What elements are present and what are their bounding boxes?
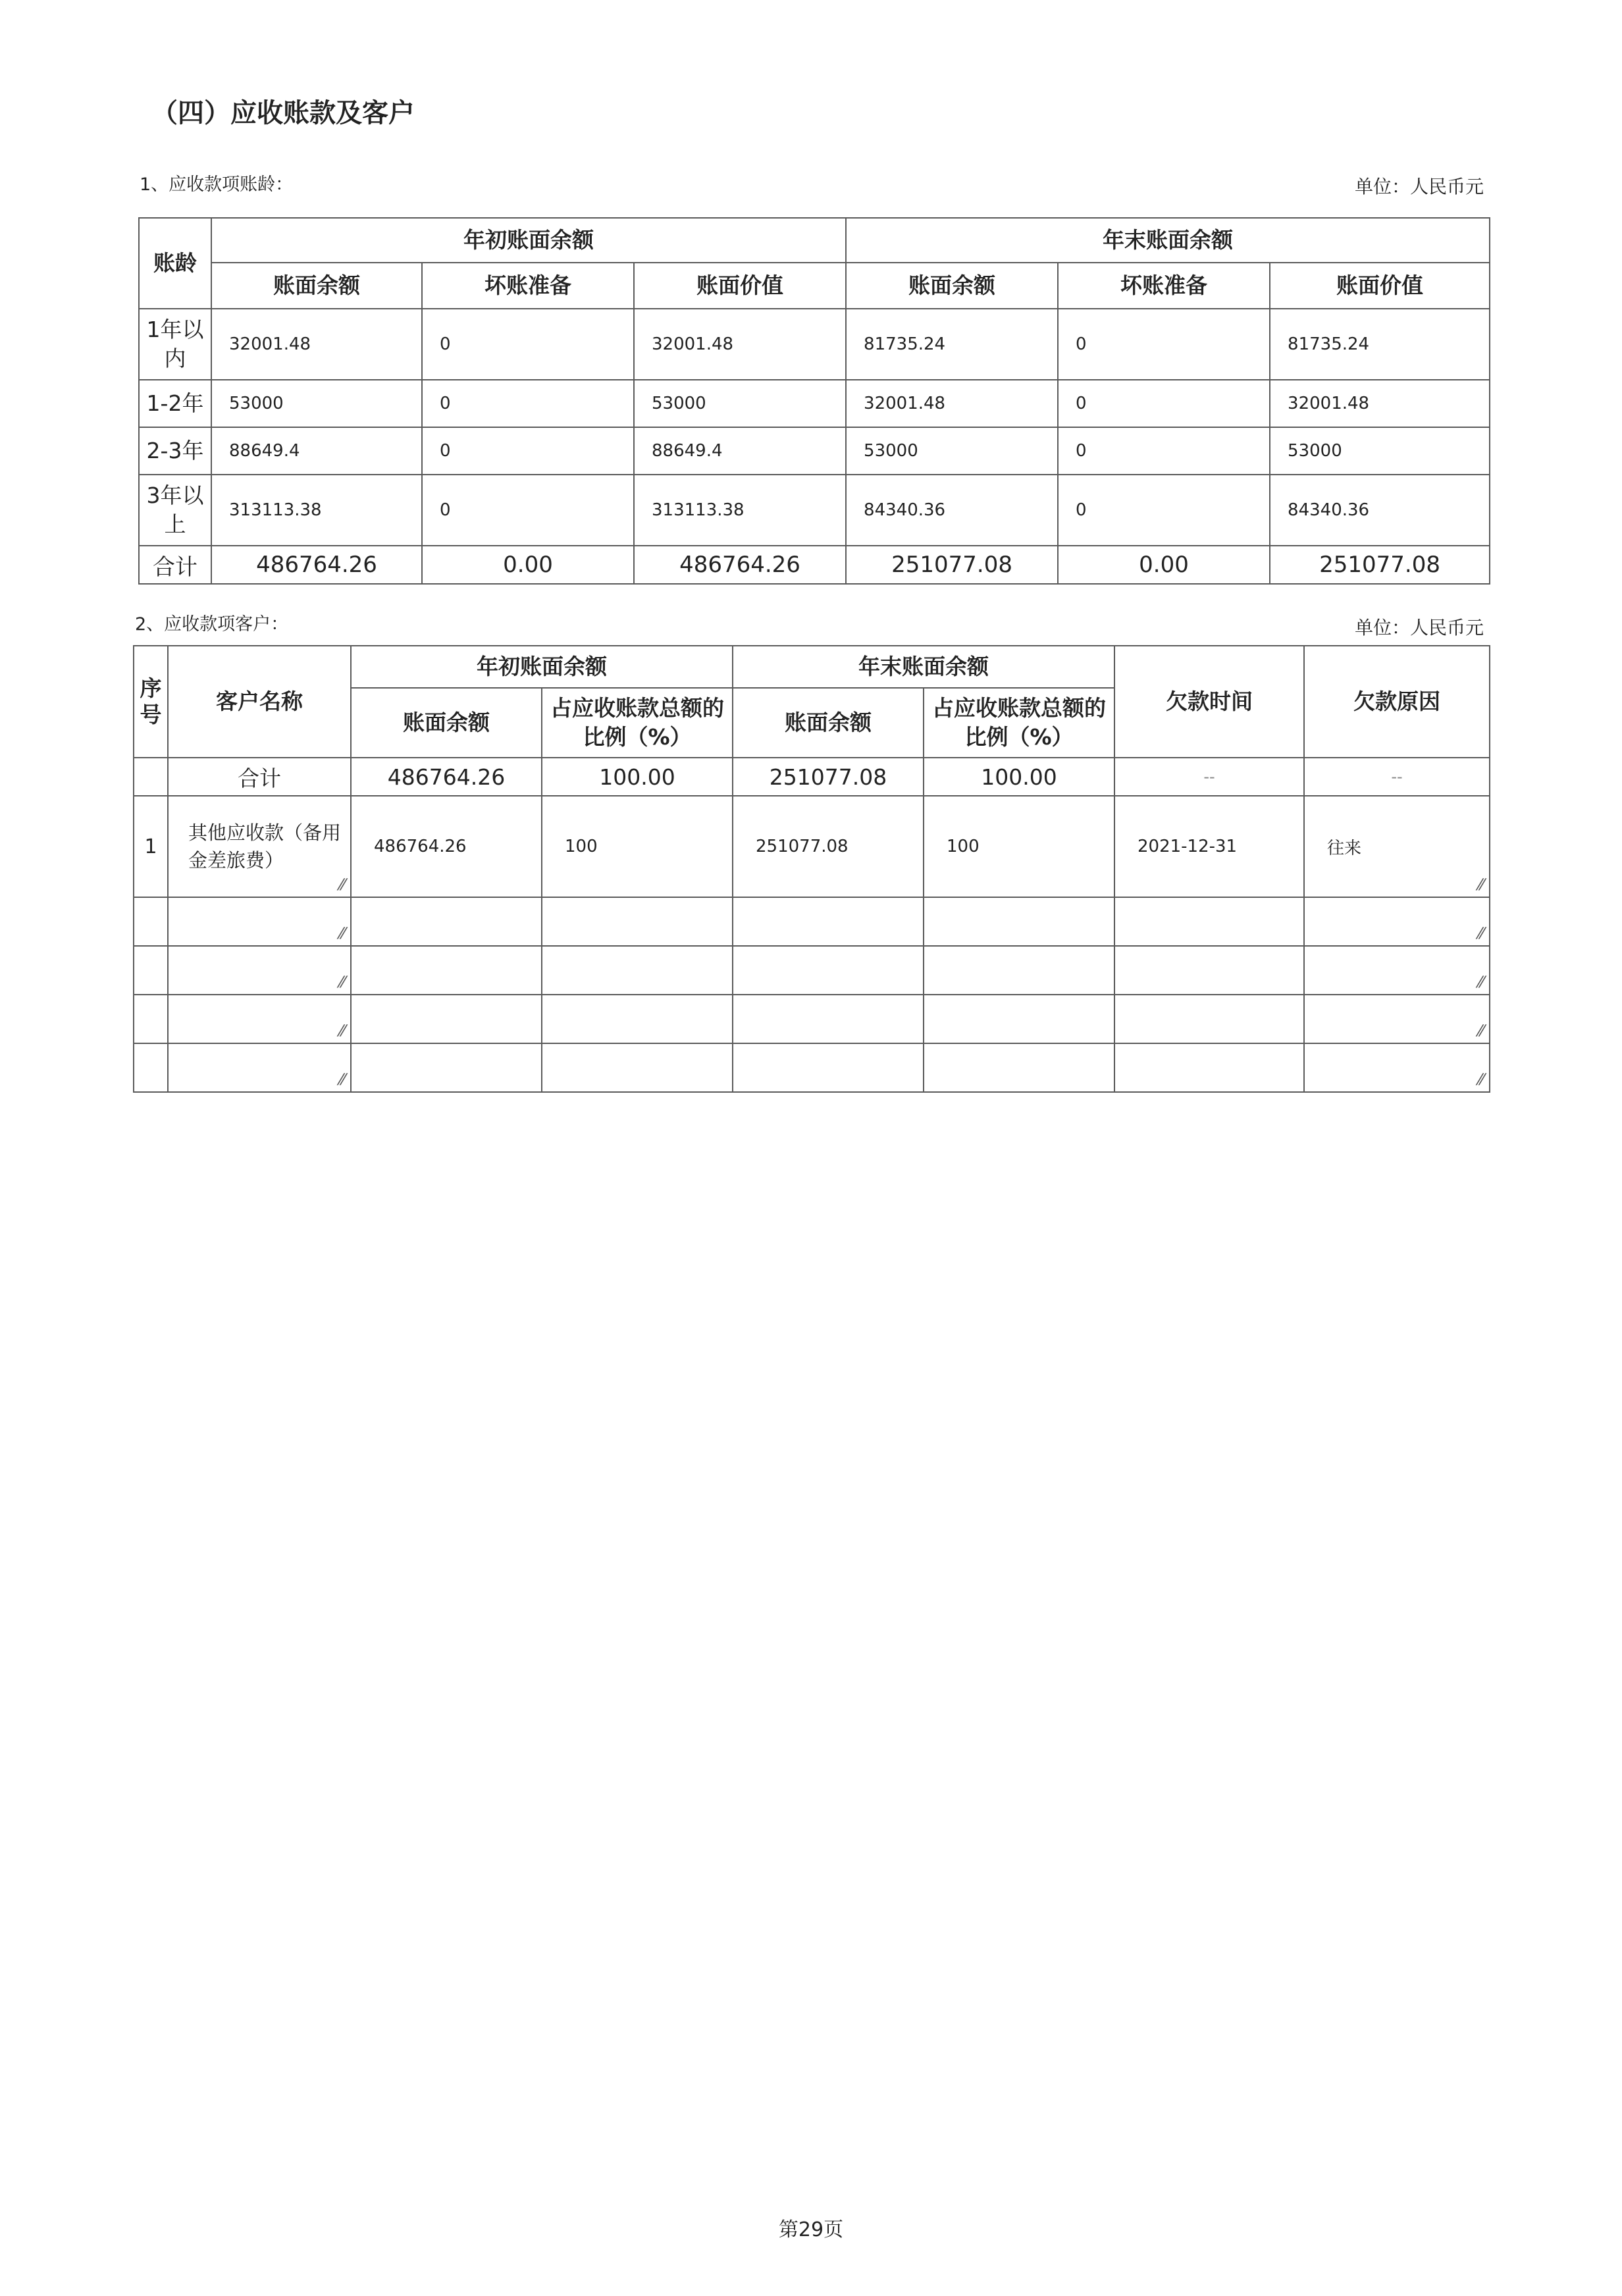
empty-cell [351, 897, 542, 946]
aging-label: 2-3年 [139, 427, 211, 475]
table-cell: 0 [1058, 380, 1270, 427]
table-cell: 53000 [634, 380, 846, 427]
balance-header: 账面余额 [351, 688, 542, 758]
col-header: 账面余额 [846, 263, 1058, 309]
resize-handle-icon[interactable]: ⁄⁄ [339, 1070, 345, 1089]
ratio-header: 占应收账款总额的比例（%） [924, 688, 1114, 758]
col-header: 账面价值 [634, 263, 846, 309]
empty-cell [924, 1043, 1114, 1092]
table-cell: 88649.4 [211, 427, 422, 475]
owed-time-header: 欠款时间 [1114, 646, 1304, 758]
customers-subtitle: 2、应收款项客户： [135, 614, 289, 635]
table-cell: 313113.38 [634, 475, 846, 546]
table-cell: 100.00 [924, 758, 1114, 796]
balance-header: 账面余额 [733, 688, 924, 758]
aging-label: 3年以上 [139, 475, 211, 546]
resize-handle-icon[interactable]: ⁄⁄ [339, 875, 345, 894]
table-cell: 53000 [211, 380, 422, 427]
reason-cell[interactable] [1304, 897, 1490, 946]
table-cell: 84340.36 [1270, 475, 1490, 546]
total-label: 合计 [139, 546, 211, 584]
begin-group-header: 年初账面余额 [211, 218, 846, 263]
aging-unit: 单位：人民币元 [1354, 176, 1484, 197]
table-row [134, 897, 1490, 946]
table-row [134, 796, 1490, 897]
table-cell: 100 [924, 796, 1114, 897]
name-cell[interactable] [168, 995, 351, 1043]
aging-subtitle: 1、应收款项账龄： [140, 174, 294, 195]
total-label: 合计 [168, 758, 351, 796]
table-cell: 32001.48 [1270, 380, 1490, 427]
table-cell: 0 [422, 475, 634, 546]
reason-cell[interactable] [1304, 1043, 1490, 1092]
empty-cell [134, 995, 168, 1043]
table-cell: 251077.08 [1270, 546, 1490, 584]
table-cell: 53000 [846, 427, 1058, 475]
table-row [134, 946, 1490, 995]
table-cell: 84340.36 [846, 475, 1058, 546]
table-cell: 88649.4 [634, 427, 846, 475]
name-cell[interactable] [168, 897, 351, 946]
reason-cell[interactable] [1304, 995, 1490, 1043]
resize-handle-icon[interactable]: ⁄⁄ [339, 973, 345, 991]
empty-cell [733, 946, 924, 995]
table-cell: 81735.24 [1270, 309, 1490, 380]
reason-cell[interactable] [1304, 946, 1490, 995]
table-cell: 486764.26 [351, 796, 542, 897]
col-header: 坏账准备 [1058, 263, 1270, 309]
table-cell: -- [1114, 758, 1304, 796]
table-cell: 0 [1058, 475, 1270, 546]
table-cell: 32001.48 [211, 309, 422, 380]
table-cell: 313113.38 [211, 475, 422, 546]
table-cell: 0.00 [422, 546, 634, 584]
col-header: 账面余额 [211, 263, 422, 309]
customers-unit: 单位：人民币元 [1354, 617, 1484, 639]
table-cell: 0 [422, 380, 634, 427]
table-row [139, 475, 1490, 546]
empty-cell [134, 946, 168, 995]
resize-handle-icon[interactable]: ⁄⁄ [1478, 875, 1484, 894]
empty-cell [542, 995, 733, 1043]
resize-handle-icon[interactable]: ⁄⁄ [339, 924, 345, 943]
empty-cell [733, 995, 924, 1043]
empty-cell [134, 897, 168, 946]
empty-cell [351, 946, 542, 995]
empty-cell [924, 995, 1114, 1043]
table-cell: 2021-12-31 [1114, 796, 1304, 897]
total-row [139, 546, 1490, 584]
empty-cell [134, 758, 168, 796]
owed-reason-header: 欠款原因 [1304, 646, 1490, 758]
resize-handle-icon[interactable]: ⁄⁄ [1478, 924, 1484, 943]
empty-cell [542, 1043, 733, 1092]
begin-group-header: 年初账面余额 [351, 646, 733, 688]
table-cell: 81735.24 [846, 309, 1058, 380]
table-cell: 53000 [1270, 427, 1490, 475]
ratio-header: 占应收账款总额的比例（%） [542, 688, 733, 758]
table-cell: -- [1304, 758, 1490, 796]
table-cell: 251077.08 [733, 796, 924, 897]
table-cell: 100.00 [542, 758, 733, 796]
empty-cell [351, 1043, 542, 1092]
table-cell: 32001.48 [634, 309, 846, 380]
resize-handle-icon[interactable]: ⁄⁄ [339, 1022, 345, 1040]
table-cell: 100 [542, 796, 733, 897]
name-cell[interactable] [168, 796, 351, 897]
name-header: 客户名称 [168, 646, 351, 758]
empty-cell [1114, 946, 1304, 995]
empty-cell [924, 897, 1114, 946]
table-cell: 32001.48 [846, 380, 1058, 427]
empty-cell [542, 897, 733, 946]
table-cell: 486764.26 [351, 758, 542, 796]
col-header: 账面价值 [1270, 263, 1490, 309]
empty-cell [733, 897, 924, 946]
table-cell: 0 [1058, 427, 1270, 475]
end-group-header: 年末账面余额 [846, 218, 1490, 263]
table-cell: 0.00 [1058, 546, 1270, 584]
empty-cell [1114, 1043, 1304, 1092]
empty-cell [1114, 995, 1304, 1043]
name-text: 其他应收款（备用金差旅费） [188, 822, 342, 872]
aging-label: 1年以内 [139, 309, 211, 380]
table-row [139, 309, 1490, 380]
total-row [134, 758, 1490, 796]
col-header: 坏账准备 [422, 263, 634, 309]
table-cell: 0 [422, 427, 634, 475]
table-row [134, 995, 1490, 1043]
resize-handle-icon[interactable]: ⁄⁄ [1478, 1070, 1484, 1089]
empty-cell [1114, 897, 1304, 946]
empty-cell [351, 995, 542, 1043]
aging-label: 1-2年 [139, 380, 211, 427]
table-row [134, 1043, 1490, 1092]
name-cell[interactable] [168, 946, 351, 995]
table-cell: 251077.08 [846, 546, 1058, 584]
reason-cell[interactable] [1304, 796, 1490, 897]
table-row [139, 427, 1490, 475]
section-title: （四）应收账款及客户 [151, 98, 415, 128]
aging-col-header: 账龄 [139, 218, 211, 309]
resize-handle-icon[interactable]: ⁄⁄ [1478, 973, 1484, 991]
empty-cell [542, 946, 733, 995]
aging-table [138, 217, 1490, 585]
seq-cell: 1 [134, 796, 168, 897]
seq-header: 序号 [134, 646, 168, 758]
page-number: 第29页 [778, 2218, 844, 2241]
table-cell: 0 [1058, 309, 1270, 380]
table-row [139, 380, 1490, 427]
table-cell: 486764.26 [634, 546, 846, 584]
empty-cell [924, 946, 1114, 995]
resize-handle-icon[interactable]: ⁄⁄ [1478, 1022, 1484, 1040]
customers-table [133, 645, 1490, 1093]
table-cell: 0 [422, 309, 634, 380]
reason-text: 往来 [1327, 838, 1362, 858]
table-cell: 251077.08 [733, 758, 924, 796]
name-cell[interactable] [168, 1043, 351, 1092]
table-cell: 486764.26 [211, 546, 422, 584]
empty-cell [733, 1043, 924, 1092]
end-group-header: 年末账面余额 [733, 646, 1114, 688]
empty-cell [134, 1043, 168, 1092]
